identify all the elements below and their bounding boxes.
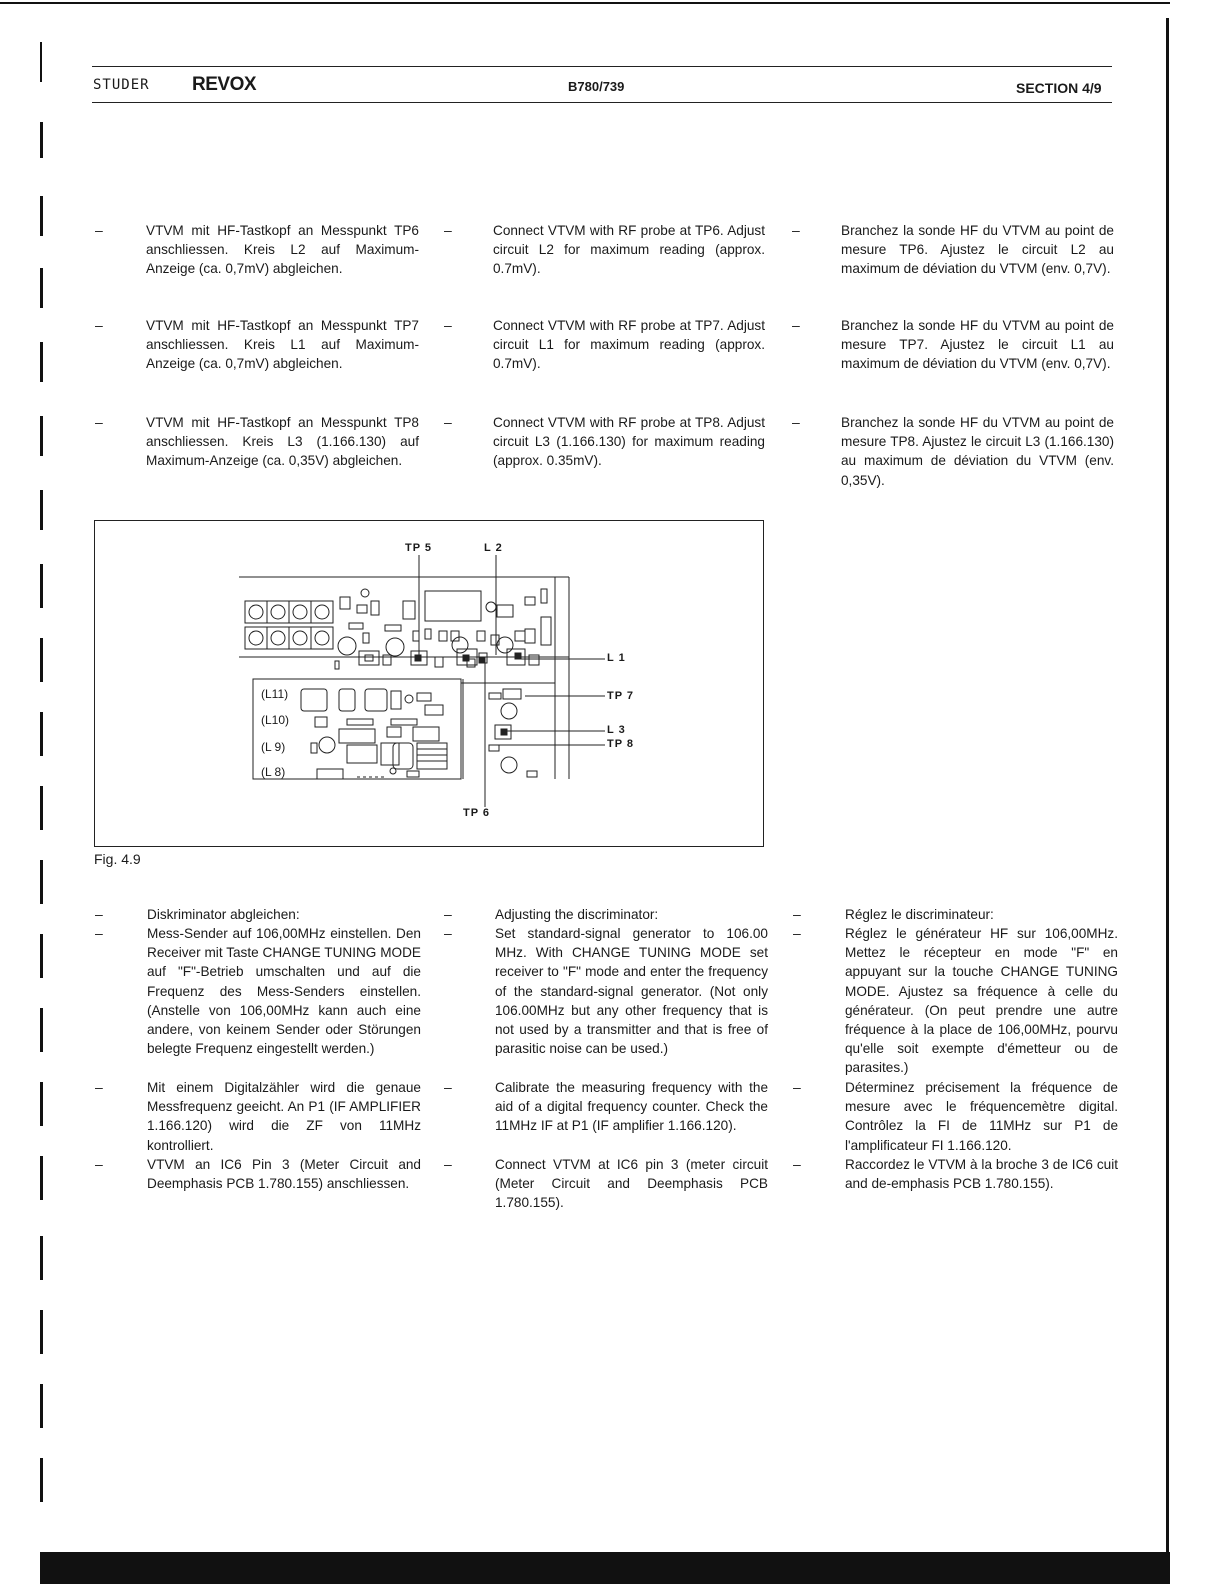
label-tp7: TP 7 xyxy=(607,690,635,702)
label-l8: (L 8) xyxy=(261,765,286,779)
binding-mark xyxy=(40,564,43,608)
text-en: Connect VTVM at IC6 pin 3 (meter circuit (Meter Circuit and Deemphasis PCB 1.780.155). xyxy=(495,1157,768,1211)
binding-mark xyxy=(40,268,43,308)
binding-mark xyxy=(40,1156,43,1200)
binding-mark xyxy=(40,934,43,978)
binding-mark xyxy=(40,1384,43,1428)
scan-bottom-edge xyxy=(40,1552,1170,1584)
bullet-dash: – xyxy=(95,317,103,333)
label-l11: (L11) xyxy=(261,687,289,701)
label-l10: (L10) xyxy=(261,713,290,727)
text-fr: Raccordez le VTVM à la broche 3 de IC6 cuit and de-emphasis PCB 1.780.155). xyxy=(845,1157,1118,1192)
bullet-dash: – xyxy=(793,1156,801,1172)
label-l2: L 2 xyxy=(484,542,503,554)
binding-mark xyxy=(40,860,43,904)
label-l3: L 3 xyxy=(607,724,626,736)
binding-mark xyxy=(40,490,43,530)
text-de: Mess-Sender auf 106,00MHz einstellen. Den Receiver mit Taste CHANGE TUNING MODE auf "F"-Betrieb umschalten und auf die Frequenz des Mess-Senders einstellen. (Anstelle von 106,00MHz kann auch eine andere, von keinem Sender oder Störungen belegte Frequenz eingestellt werden.) xyxy=(147,926,421,1057)
binding-mark xyxy=(40,1310,43,1354)
studer-logo: STUDER xyxy=(93,77,150,93)
text-fr: Branchez la sonde HF du VTVM au point de mesure TP7. Ajustez le circuit L1 au maximum de déviation du VTVM (env. 0,7V). xyxy=(841,318,1114,372)
text-en: Calibrate the measuring frequency with the aid of a digital frequency counter. Check the 11MHz IF at P1 (IF amplifier 1.166.120). xyxy=(495,1080,768,1134)
text-en: Set standard-signal generator to 106.00 MHz. With CHANGE TUNING MODE set receiver to "F" mode and enter the frequency of the standard-signal generator. (Not only 106.00MHz but any other frequency that is not used by a transmitter and that is free of parasitic noise can be used.) xyxy=(495,926,768,1057)
text-de: VTVM mit HF-Tastkopf an Messpunkt TP8 anschliessen. Kreis L3 (1.166.130) auf Maximum-Anzeige (ca. 0,35V) abgleichen. xyxy=(146,415,419,469)
bullet-dash: – xyxy=(95,925,103,941)
binding-mark xyxy=(40,342,43,382)
bullet-dash: – xyxy=(444,906,452,922)
figure-caption: Fig. 4.9 xyxy=(94,851,141,867)
label-tp8: TP 8 xyxy=(607,738,635,750)
bullet-dash: – xyxy=(95,1156,103,1172)
text-de: VTVM mit HF-Tastkopf an Messpunkt TP7 anschliessen. Kreis L1 auf Maximum-Anzeige (ca. 0,7mV) abgleichen. xyxy=(146,318,419,372)
binding-mark xyxy=(40,638,43,682)
scan-right-edge xyxy=(1166,18,1169,1578)
bullet-dash: – xyxy=(792,222,800,238)
document-id: B780/739 xyxy=(568,79,625,94)
bullet-dash: – xyxy=(95,222,103,238)
text-fr: Réglez le générateur HF sur 106,00MHz. Mettez le récepteur en mode "F" en appuyant sur la touche CHANGE TUNING MODE. Ajustez sa fréquence à celle du générateur. (On peut prendre une autre fréquence à la place de 106,00MHz, pourvu qu'elle soit exempte d'émetteur ou de parasites.) xyxy=(845,926,1118,1076)
binding-mark xyxy=(40,122,43,158)
text-fr: Déterminez précisement la fréquence de mesure avec le fréquencemètre digital. Contrôlez la FI de 11MHz sur P1 de l'amplificateur FI 1.166.120. xyxy=(845,1080,1118,1153)
bullet-dash: – xyxy=(792,414,800,430)
bullet-dash: – xyxy=(793,925,801,941)
bullet-dash: – xyxy=(95,414,103,430)
binding-mark xyxy=(40,42,42,82)
text-fr: Branchez la sonde HF du VTVM au point de mesure TP6. Ajustez le circuit L2 au maximum de déviation du VTVM (env. 0,7V). xyxy=(841,223,1114,277)
header-rule-top xyxy=(92,66,1112,67)
text-fr: Réglez le discriminateur: xyxy=(845,907,994,922)
text-de: Diskriminator abgleichen: xyxy=(147,907,300,922)
binding-mark xyxy=(40,416,43,456)
binding-mark xyxy=(40,1236,43,1280)
scan-top-edge xyxy=(0,2,1170,4)
revox-logo: REVOX xyxy=(192,74,257,95)
bullet-dash: – xyxy=(95,1079,103,1095)
text-en: Adjusting the discriminator: xyxy=(495,907,659,922)
bullet-dash: – xyxy=(444,925,452,941)
section-number: SECTION 4/9 xyxy=(1016,80,1102,96)
text-en: Connect VTVM with RF probe at TP7. Adjust circuit L1 for maximum reading (approx. 0.7mV). xyxy=(493,318,765,372)
label-tp6: TP 6 xyxy=(463,807,491,819)
bullet-dash: – xyxy=(444,414,452,430)
pcb-drawing xyxy=(95,521,763,846)
text-en: Connect VTVM with RF probe at TP6. Adjust circuit L2 for maximum reading (approx. 0.7mV). xyxy=(493,223,765,277)
binding-mark xyxy=(40,712,43,756)
binding-mark xyxy=(40,786,43,830)
bullet-dash: – xyxy=(444,1156,452,1172)
bullet-dash: – xyxy=(792,317,800,333)
label-l1: L 1 xyxy=(607,652,626,664)
label-tp5: TP 5 xyxy=(405,542,433,554)
text-de: VTVM an IC6 Pin 3 (Meter Circuit and Deemphasis PCB 1.780.155) anschliessen. xyxy=(147,1157,421,1192)
bullet-dash: – xyxy=(793,1079,801,1095)
binding-mark xyxy=(40,196,43,236)
binding-mark xyxy=(40,1082,43,1126)
bullet-dash: – xyxy=(95,906,103,922)
label-l9: (L 9) xyxy=(261,740,286,754)
bullet-dash: – xyxy=(444,1079,452,1095)
bullet-dash: – xyxy=(793,906,801,922)
bullet-dash: – xyxy=(444,317,452,333)
text-de: Mit einem Digitalzähler wird die genaue Messfrequenz geeicht. An P1 (IF AMPLIFIER 1.166.120) wird die ZF von 11MHz kontrolliert. xyxy=(147,1080,421,1153)
binding-mark xyxy=(40,1008,43,1052)
binding-mark xyxy=(40,1458,43,1502)
header-rule-bottom xyxy=(92,102,1112,103)
text-en: Connect VTVM with RF probe at TP8. Adjust circuit L3 (1.166.130) for maximum reading (approx. 0.35mV). xyxy=(493,415,765,469)
text-fr: Branchez la sonde HF du VTVM au point de mesure TP8. Ajustez le circuit L3 (1.166.130) au maximum de déviation du VTVM (env. 0,35V). xyxy=(841,415,1114,488)
bullet-dash: – xyxy=(444,222,452,238)
text-de: VTVM mit HF-Tastkopf an Messpunkt TP6 anschliessen. Kreis L2 auf Maximum-Anzeige (ca. 0,7mV) abgleichen. xyxy=(146,223,419,277)
figure-4-9 xyxy=(94,520,764,847)
